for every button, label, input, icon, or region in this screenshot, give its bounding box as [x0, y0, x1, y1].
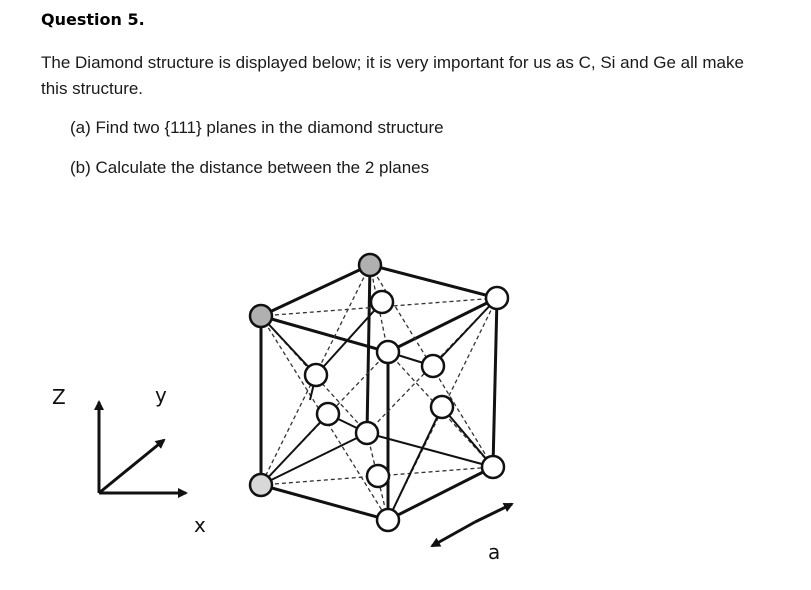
corner-atom: [486, 287, 508, 309]
coordinate-axes: [52, 383, 206, 537]
question-part-a: (a) Find two {111} planes in the diamond structure: [70, 118, 444, 137]
corner-atom: [377, 509, 399, 531]
interior-atom: [422, 355, 444, 377]
z-axis-label: Z: [52, 385, 66, 409]
atoms: [250, 254, 508, 531]
interior-atom: [305, 364, 327, 386]
lattice-label: a: [488, 540, 501, 564]
corner-atom: [377, 341, 399, 363]
lattice-arrow-left: [432, 522, 475, 546]
face-center-atom: [367, 465, 389, 487]
question-part-b: (b) Calculate the distance between the 2 planes: [70, 158, 430, 177]
face-center-atom: [371, 291, 393, 313]
x-axis-label: x: [194, 513, 206, 537]
corner-atom: [356, 422, 378, 444]
interior-atom: [317, 403, 339, 425]
question-title: Question 5.: [41, 10, 145, 29]
corner-atom: [250, 474, 272, 496]
y-axis-arrow: [99, 440, 164, 493]
corner-atom: [250, 305, 272, 327]
corner-atom: [482, 456, 504, 478]
lattice-arrow-right: [475, 504, 512, 522]
question-intro: The Diamond structure is displayed below; it is very important for us as C, Si and Ge all make this structure.: [41, 53, 744, 98]
corner-atom: [359, 254, 381, 276]
lattice-parameter: [432, 504, 512, 564]
y-axis-label: y: [155, 383, 167, 407]
interior-atom: [431, 396, 453, 418]
